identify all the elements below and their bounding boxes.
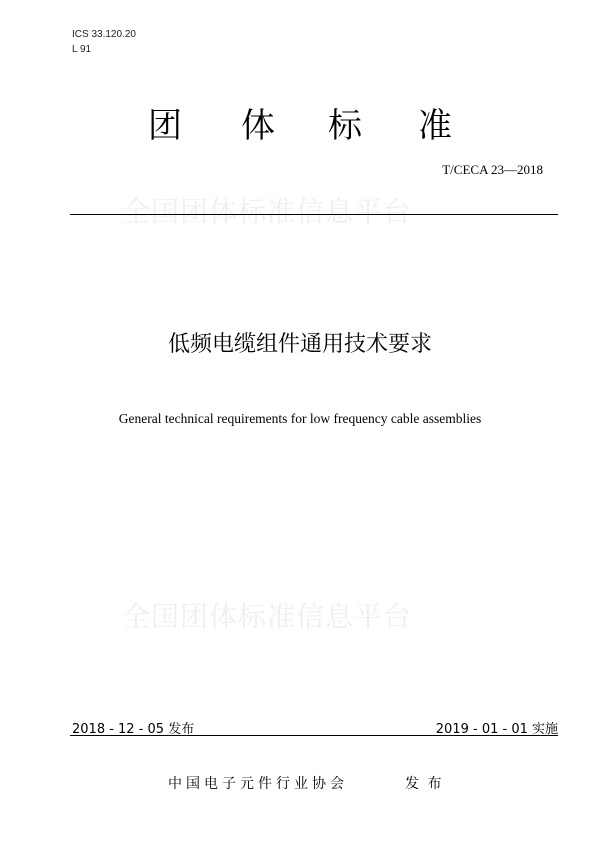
standard-code: T/CECA 23—2018 xyxy=(442,162,543,177)
doc-type-char: 体 xyxy=(241,106,275,146)
ccs-code: L 91 xyxy=(72,44,92,55)
doc-type-char: 准 xyxy=(418,106,452,146)
ics-code: ICS 33.120.20 xyxy=(72,29,136,40)
effective-date: 2019 - 01 - 01 实施 xyxy=(435,722,558,737)
footer-divider xyxy=(70,735,558,736)
doc-type-char: 团 xyxy=(148,106,182,146)
doc-type-char: 标 xyxy=(328,106,362,146)
title-english: General technical requirements for low frequency cable assemblies xyxy=(118,411,482,426)
watermark: 全国团体标准信息平台 xyxy=(122,600,413,633)
publish-date: 2018 - 12 - 05 发布 xyxy=(72,722,195,737)
publisher: 中国电子元件行业协会 xyxy=(168,776,348,792)
publisher-suffix: 发 布 xyxy=(405,776,444,792)
watermark: 全国团体标准信息平台 xyxy=(122,195,413,228)
header-divider xyxy=(70,214,558,215)
title-chinese: 低频电缆组件通用技术要求 xyxy=(167,332,432,357)
